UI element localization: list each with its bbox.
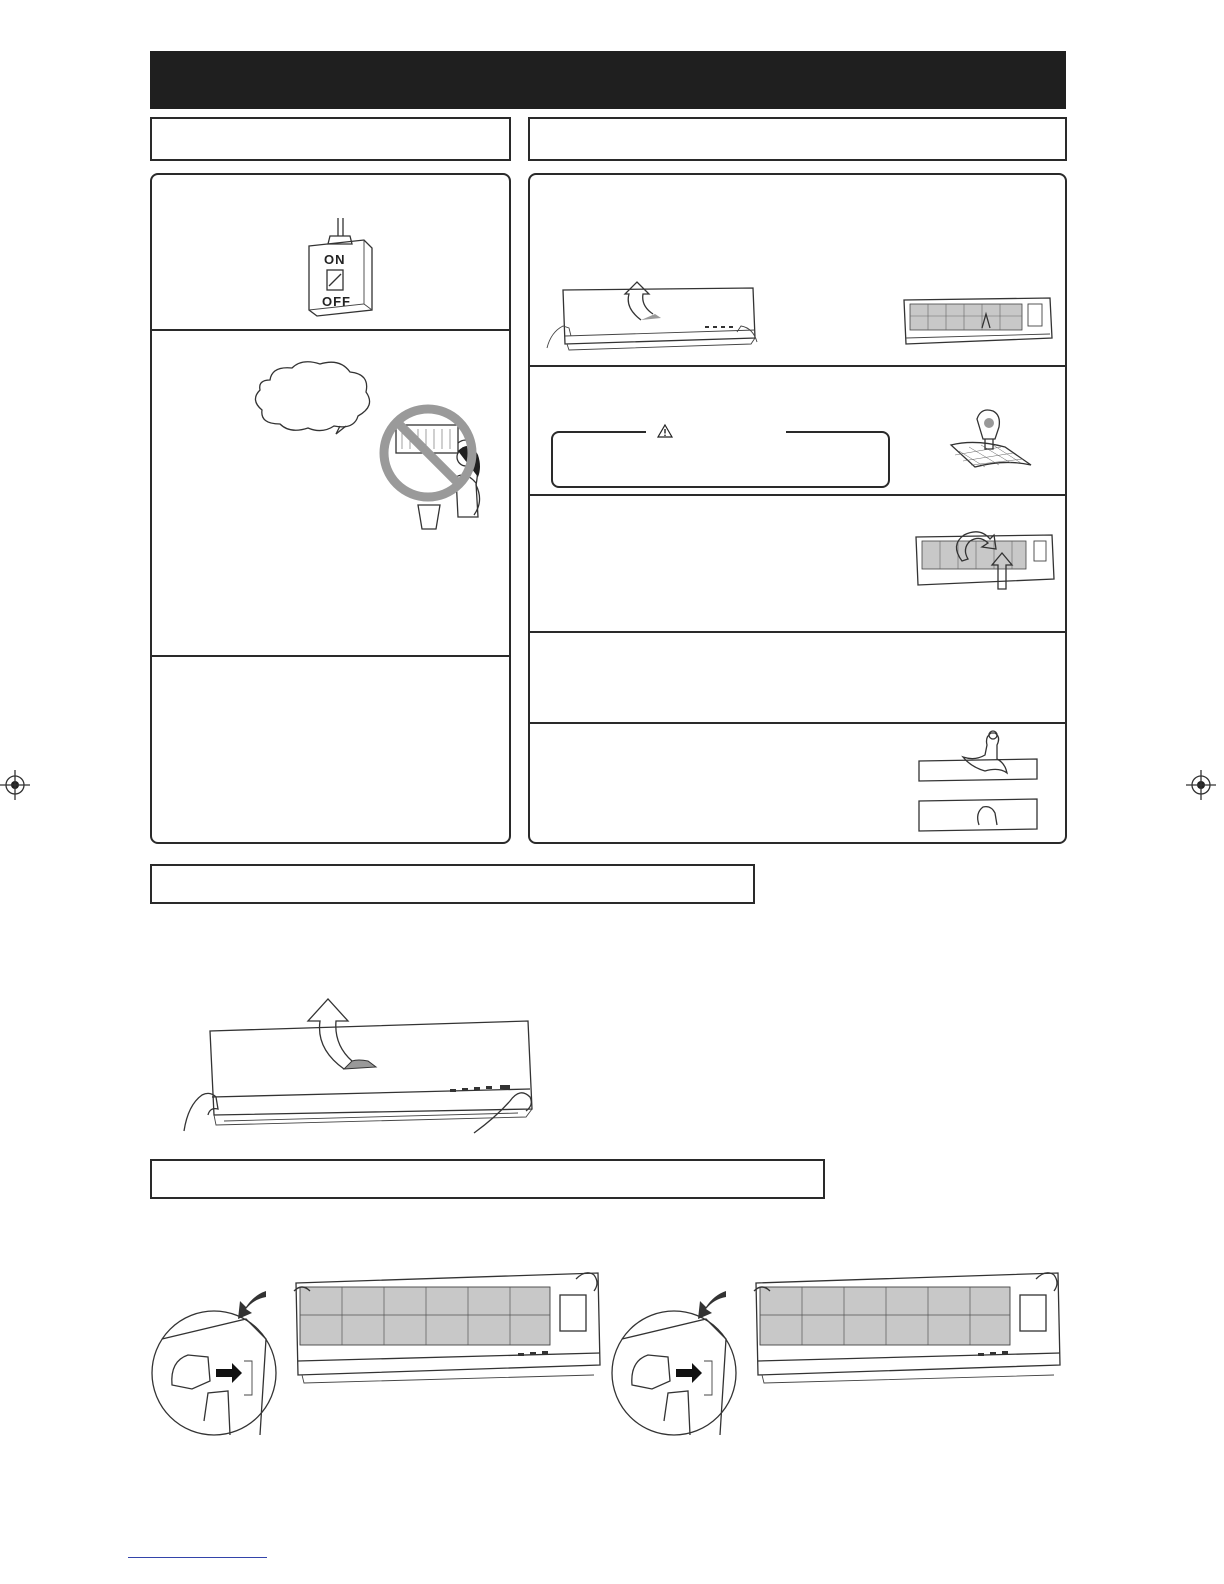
left-panel-divider [151, 655, 510, 657]
right-panel-divider [529, 722, 1066, 724]
filter-removal-right-illustration [608, 1265, 1068, 1450]
section-header-right [528, 117, 1067, 161]
filter-view-illustration [900, 294, 1055, 350]
right-panel-divider [529, 631, 1066, 633]
section-header-front-panel [150, 864, 755, 904]
power-switch-icon [300, 218, 380, 320]
switch-on-label: ON [324, 252, 346, 267]
open-front-panel-large-illustration [180, 1005, 540, 1135]
open-front-panel-illustration [545, 280, 760, 355]
left-panel-divider [151, 329, 510, 331]
prohibition-icon [378, 405, 488, 535]
vacuum-filter-illustration [945, 405, 1035, 480]
registration-mark-icon [0, 770, 30, 800]
filter-removal-left-illustration [148, 1265, 608, 1450]
caution-box [551, 431, 890, 488]
right-panel-divider [529, 494, 1066, 496]
thought-cloud-icon [248, 358, 378, 438]
right-panel-divider [529, 365, 1066, 367]
registration-mark-icon [1186, 770, 1216, 800]
switch-off-label: OFF [322, 294, 351, 309]
reinsert-filter-illustration [910, 525, 1058, 590]
section-header-left [150, 117, 511, 161]
wipe-panel-illustration [915, 727, 1045, 837]
footer-rule [128, 1557, 267, 1558]
warning-triangle-icon [657, 424, 673, 438]
page-title-bar [150, 51, 1066, 109]
section-header-filter [150, 1159, 825, 1199]
